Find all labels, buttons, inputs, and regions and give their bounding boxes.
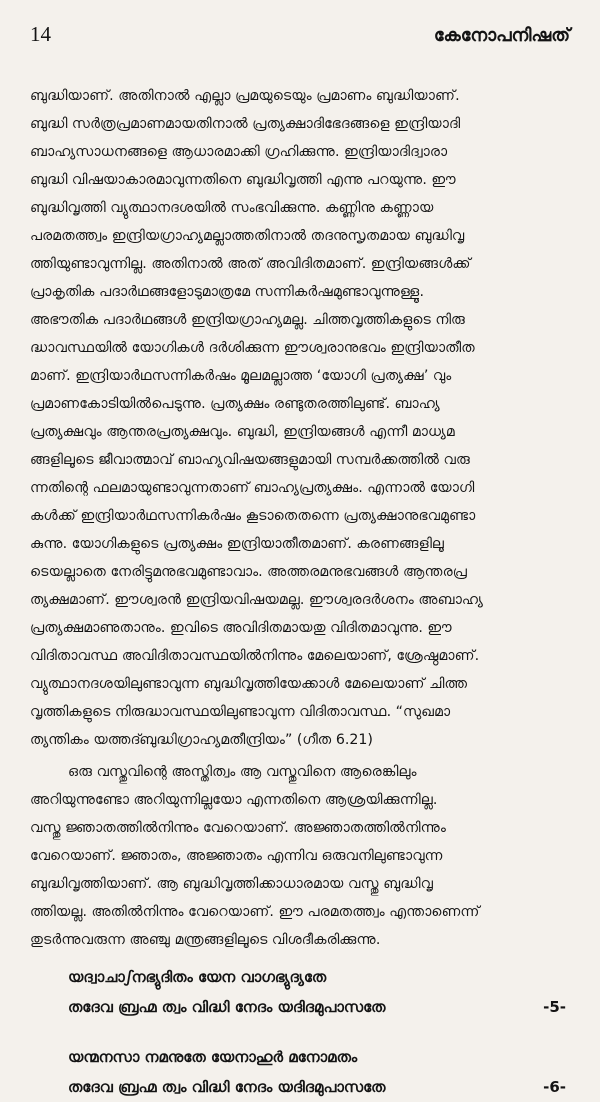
verse-line: തദേവ ബ്രഹ്മ ത്വം വിദ്ധി നേദം യദിദമുപാസതേ bbox=[68, 998, 386, 1016]
text-line: ങ്ങളിലൂടെ ജീവാത്മാവ് ബാഹ്യവിഷയങ്ങളുമായി സമ്പർക്കത്തിൽ വരു bbox=[30, 452, 470, 468]
paragraph bbox=[30, 82, 570, 754]
text-line: വിദിതാവസ്ഥ അവിദിതാവസ്ഥയിൽനിന്നും മേലെയാണ്, ശ്രേഷ്ഠമാണ്. bbox=[30, 648, 480, 664]
text-line: കുന്നു. യോഗികളുടെ പ്രത്യക്ഷം ഇന്ദ്രിയാതീതമാണ്. കരണങ്ങളിലൂ bbox=[30, 536, 445, 552]
text-line: കൾക്ക് ഇന്ദ്രിയാർഥസന്നികർഷം കൂടാതെതന്നെ പ്രത്യക്ഷാനുഭവമുണ്ടാ bbox=[30, 508, 476, 524]
text-line: പ്രത്യക്ഷവും ആന്തരപ്രത്യക്ഷവും. ബുദ്ധി, ഇന്ദ്രിയങ്ങൾ എന്നീ മാധ്യമ bbox=[30, 424, 455, 440]
text-line: ടെയല്ലാതെ നേരിട്ടുമനുഭവമുണ്ടാവാം. അത്തരമനുഭവങ്ങൾ ആന്തരപ്ര bbox=[30, 564, 468, 580]
text-line: പ്രാകൃതിക പദാർഥങ്ങളോടുമാത്രമേ സന്നികർഷമുണ്ടാവുന്നുള്ളൂ. bbox=[30, 284, 425, 300]
text-line: പ്രത്യക്ഷമാണുതാനും. ഇവിടെ അവിദിതമായതു വിദിതമാവുന്നു. ഈ bbox=[30, 620, 452, 636]
text-line: ത്യന്തികം യത്തദ്ബുദ്ധിഗ്രാഹ്യമതീന്ദ്രിയം” (ഗീത 6.21) bbox=[30, 732, 373, 748]
verse-number: -6- bbox=[543, 1078, 566, 1096]
text-line: ത്തിയല്ല. അതിൽനിന്നും വേറെയാണ്. ഈ പരമതത്ത്വം എന്താണെന്ന് bbox=[30, 904, 480, 920]
verse-number: -5- bbox=[543, 998, 566, 1016]
verse-line: തദേവ ബ്രഹ്മ ത്വം വിദ്ധി നേദം യദിദമുപാസതേ bbox=[68, 1078, 386, 1096]
text-line: ത്യക്ഷമാണ്. ഈശ്വരൻ ഇന്ദ്രിയവിഷയമല്ല. ഈശ്വരദർശനം അബാഹ്യ bbox=[30, 592, 483, 608]
text-line: പരമതത്ത്വം ഇന്ദ്രിയഗ്രാഹ്യമല്ലാത്തതിനാൽ തദനുസൃതമായ ബുദ്ധിവൃ bbox=[30, 228, 465, 244]
verse-line: യദ്വാചാ‍ഽനഭ്യുദിതം യേന വാഗഭ്യുദ്യതേ bbox=[68, 968, 327, 986]
page-number: 14 bbox=[30, 22, 51, 46]
text-line: ബുദ്ധിവൃത്തി വ്യുത്ഥാനദശയിൽ സംഭവിക്കുന്നു. കണ്ണിനു കണ്ണായ bbox=[30, 200, 434, 216]
verses bbox=[30, 962, 570, 1102]
text-line: ന്നതിന്റെ ഫലമായുണ്ടാവുന്നതാണ് ബാഹ്യപ്രത്യക്ഷം. എന്നാൽ യോഗി bbox=[30, 480, 475, 496]
text-line: ബുദ്ധി സർത്രപ്രമാണമായതിനാൽ പ്രത്യക്ഷാദിഭേദങ്ങളെ ഇന്ദ്രിയാദി bbox=[30, 116, 461, 132]
text-line: ഒരു വസ്തുവിന്റെ അസ്തിത്വം ആ വസ്തുവിനെ ആരെങ്കിലും bbox=[68, 764, 417, 780]
text-line: ബുദ്ധി വിഷയാകാരമാവുന്നതിനെ ബുദ്ധിവൃത്തി എന്നു പറയുന്നു. ഈ bbox=[30, 172, 456, 188]
text-line: ദ്ധാവസ്ഥയിൽ യോഗികൾ ദർശിക്കുന്ന ഈശ്വരാനുഭവം ഇന്ദ്രിയാതീത bbox=[30, 340, 475, 356]
text-line: വേറെയാണ്. ജ്ഞാതം, അജ്ഞാതം എന്നിവ ഒരുവനിലുണ്ടാവുന്ന bbox=[30, 848, 443, 864]
text-line: അഭൗതിക പദാർഥങ്ങൾ ഇന്ദ്രിയഗ്രാഹ്യമല്ല. ചിത്തവൃത്തികളുടെ നിരു bbox=[30, 312, 466, 328]
text-line: ത്തിയുണ്ടാവുന്നില്ല. അതിനാൽ അത് അവിദിതമാണ്. ഇന്ദ്രിയങ്ങൾക്ക് bbox=[30, 256, 471, 272]
text-line: അറിയുന്നുണ്ടോ അറിയുന്നില്ലയോ എന്നതിനെ ആശ്രയിക്കുന്നില്ല. bbox=[30, 792, 438, 808]
book-title: കേനോപനിഷത് bbox=[433, 25, 570, 46]
running-header bbox=[30, 22, 570, 56]
text-line: തുടർന്നുവരുന്ന അഞ്ചു മന്ത്രങ്ങളിലൂടെ വിശദീകരിക്കുന്നു. bbox=[30, 932, 381, 948]
text-line: പ്രമാണകോടിയിൽപെടുന്നു. പ്രത്യക്ഷം രണ്ടുതരത്തിലുണ്ട്. ബാഹ്യ bbox=[30, 396, 440, 412]
paragraph bbox=[30, 758, 570, 954]
text-line: ബുദ്ധിയാണ്. അതിനാൽ എല്ലാ പ്രമയുടെയും പ്രമാണം ബുദ്ധിയാണ്. bbox=[30, 88, 460, 104]
verse-6 bbox=[30, 1042, 570, 1102]
body-text bbox=[30, 82, 570, 954]
text-line: ബുദ്ധിവൃത്തിയാണ്. ആ ബുദ്ധിവൃത്തിക്കാധാരമായ വസ്തു ബുദ്ധിവൃ bbox=[30, 876, 434, 892]
text-line: വസ്തു ജ്ഞാതത്തിൽനിന്നും വേറെയാണ്. അജ്ഞാതത്തിൽനിന്നും bbox=[30, 820, 446, 836]
verse-5 bbox=[30, 962, 570, 1022]
text-line: മാണ്. ഇന്ദ്രിയാർഥസന്നികർഷം മൂലമല്ലാത്ത ‘യോഗി പ്രത്യക്ഷ’ വും bbox=[30, 368, 452, 384]
text-line: വൃത്തികളുടെ നിരുദ്ധാവസ്ഥയിലുണ്ടാവുന്ന വിദിതാവസ്ഥ. “സുഖമാ bbox=[30, 704, 451, 720]
verse-line: യന്മനസാ നമനുതേ യേനാഹുർ മനോമതം bbox=[68, 1048, 358, 1066]
text-line: ബാഹ്യസാധനങ്ങളെ ആധാരമാക്കി ഗ്രഹിക്കുന്നു. ഇന്ദ്രിയാദിദ്വാരാ bbox=[30, 144, 448, 160]
text-line: വ്യുത്ഥാനദശയിലുണ്ടാവുന്ന ബുദ്ധിവൃത്തിയേക്കാൾ മേലെയാണ് ചിത്ത bbox=[30, 676, 468, 692]
